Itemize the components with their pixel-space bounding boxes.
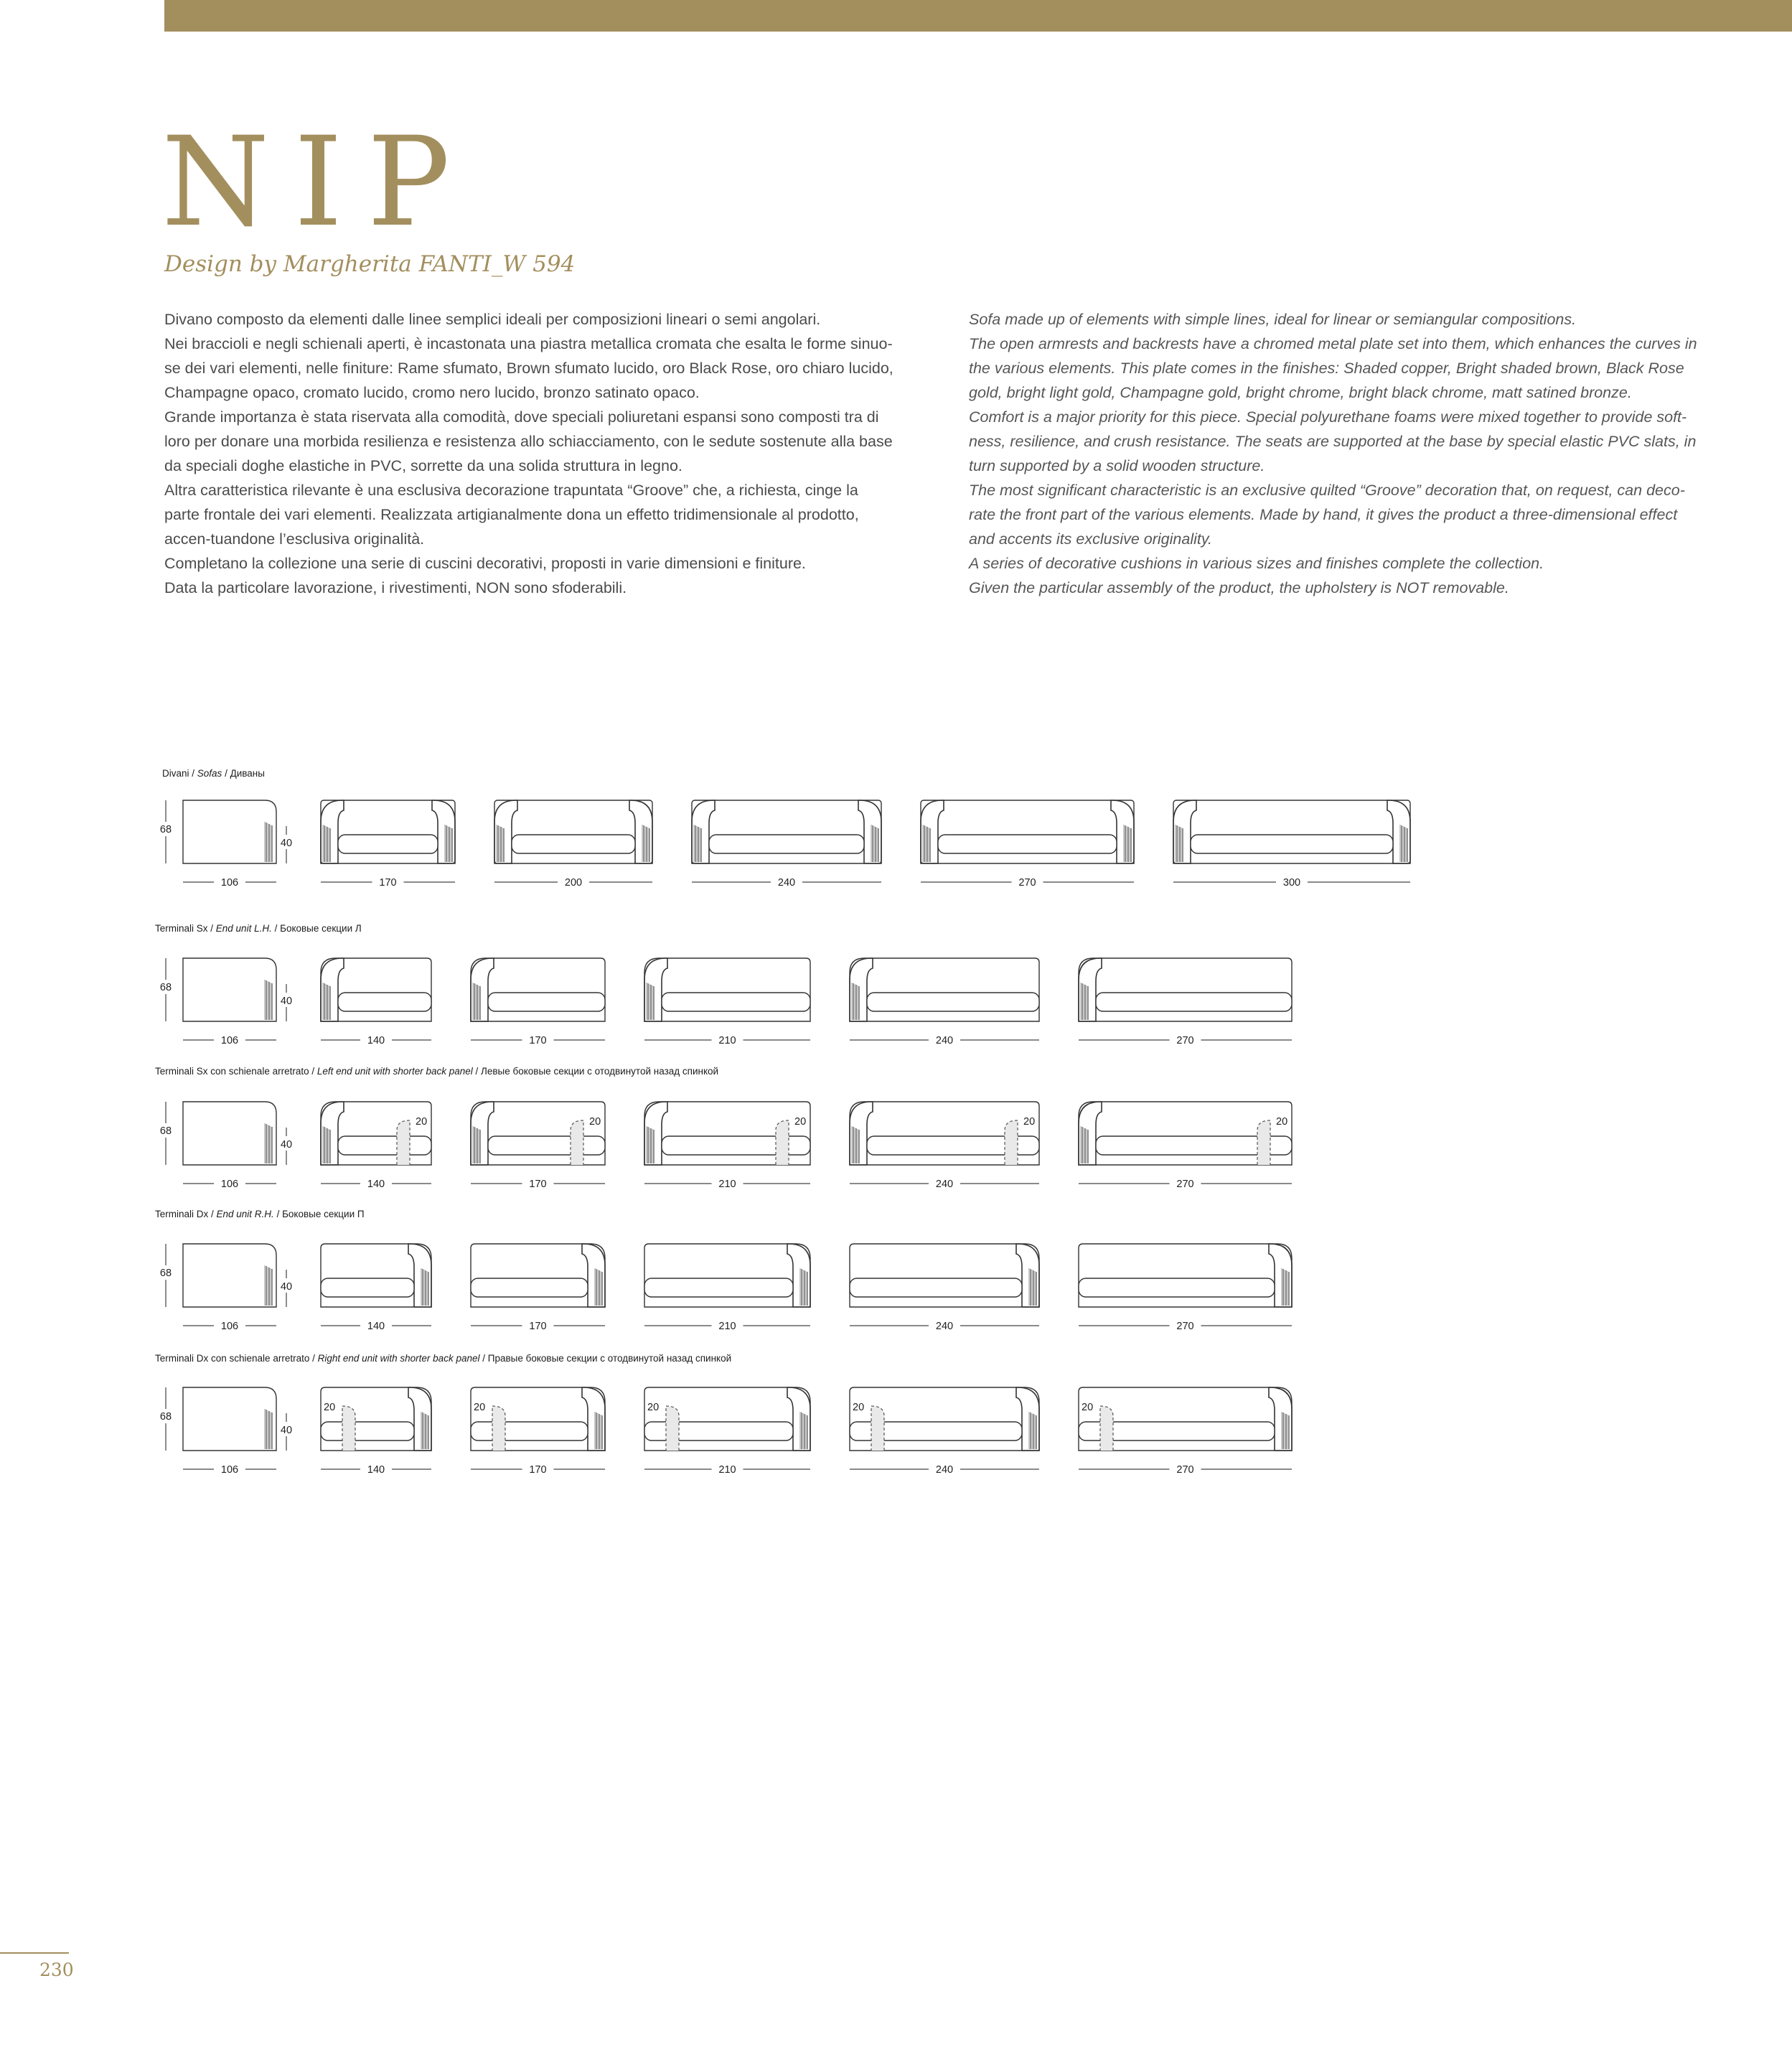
sofa-back xyxy=(692,800,881,863)
width-label: 270 xyxy=(1018,877,1036,889)
side-view xyxy=(157,1244,295,1333)
width-label: 170 xyxy=(529,1464,547,1476)
unit-outline xyxy=(321,958,431,1021)
width-label: 210 xyxy=(718,1464,736,1476)
seat-height-label: 40 xyxy=(280,1281,293,1293)
sofa-unit xyxy=(921,800,1134,889)
seat-cushion xyxy=(1191,835,1393,853)
seat-cushion xyxy=(1079,1278,1275,1297)
sofa-back xyxy=(1173,800,1410,863)
unit-outline xyxy=(321,1102,431,1165)
paragraph: Comfort is a major priority for this piece. Special polyurethane foams were mixed together to provide soft-ness, resilience, and crush resistance. The seats are supported at the base by special elastic PVC slats, in turn supported by a solid wooden structure. xyxy=(969,408,1697,474)
sofa-unit xyxy=(644,1244,810,1333)
sofa-unit xyxy=(494,800,652,889)
width-label: 210 xyxy=(718,1321,736,1332)
unit-outline xyxy=(1079,1244,1292,1307)
sofa-unit xyxy=(850,1102,1039,1191)
width-label: 240 xyxy=(935,1464,954,1476)
seat-cushion xyxy=(488,1136,605,1155)
width-label: 270 xyxy=(1176,1035,1194,1046)
width-label: 300 xyxy=(1282,877,1301,889)
sofa-unit xyxy=(1079,1102,1292,1191)
seat-height-label: 40 xyxy=(280,1139,293,1151)
sofa-unit xyxy=(692,800,881,889)
side-view xyxy=(157,1387,295,1476)
paragraph: Altra caratteristica rilevante è una esclusiva decorazione trapuntata “Groove” che, a richiesta, cinge la parte frontale dei vari elementi. Realizzata artigianalmente dona un effetto tridimensionale al prodotto, accen-tuandone l’esclusiva originalità. xyxy=(164,482,859,548)
paragraph: Grande importanza è stata riservata alla comodità, dove speciali poliuretani espansi sono composti tra di loro per donare una morbida resilienza e resistenza allo schiacciamento, con le sedute sostenute alla base da speciali doghe elastiche in PVC, sorrette da una solida struttura in legno. xyxy=(164,408,893,474)
setback-value: 20 xyxy=(794,1116,807,1128)
seat-cushion xyxy=(471,1422,588,1441)
page-number-rule xyxy=(0,1952,69,1954)
sofa-back xyxy=(321,800,455,863)
width-label: 140 xyxy=(367,1179,385,1190)
seat-cushion xyxy=(867,993,1039,1011)
seat-cushion xyxy=(321,1422,414,1441)
width-label: 140 xyxy=(367,1464,385,1476)
section-label-left-end-short: Terminali Sx con schienale arretrato / Left end unit with shorter back panel / Левые боковые секции с отодвинутой назад спинкой xyxy=(155,1066,719,1077)
unit-outline xyxy=(471,1244,605,1307)
paragraph: A series of decorative cushions in various sizes and finishes complete the collection. xyxy=(969,555,1544,572)
side-view xyxy=(157,958,295,1047)
setback-value: 20 xyxy=(647,1402,660,1413)
unit-outline xyxy=(321,1244,431,1307)
unit-outline xyxy=(1079,958,1292,1021)
width-label: 270 xyxy=(1176,1321,1194,1332)
depth-label: 106 xyxy=(220,877,239,889)
setback-marker xyxy=(571,1120,583,1165)
sofa-unit xyxy=(321,1102,431,1191)
sofa-unit xyxy=(321,958,431,1047)
height-label: 68 xyxy=(159,982,172,993)
width-label: 270 xyxy=(1176,1464,1194,1476)
seat-height-label: 40 xyxy=(280,996,293,1007)
designer-subtitle: Design by Margherita FANTI_W 594 xyxy=(164,251,576,277)
seat-cushion xyxy=(709,835,864,853)
sofa-unit xyxy=(644,1387,810,1476)
sofa-unit xyxy=(471,1387,605,1476)
section-label-sofas: Divani / Sofas / Диваны xyxy=(162,768,265,779)
setback-marker xyxy=(1100,1406,1113,1451)
sofa-unit xyxy=(321,1244,431,1333)
depth-label: 106 xyxy=(220,1179,239,1190)
unit-outline xyxy=(321,1387,431,1451)
seat-cushion xyxy=(338,835,438,853)
setback-marker xyxy=(342,1406,355,1451)
paragraph: Divano composto da elementi dalle linee semplici ideali per composizioni lineari o semi angolari. xyxy=(164,311,821,328)
unit-outline xyxy=(850,1244,1039,1307)
width-label: 240 xyxy=(935,1035,954,1046)
seat-cushion xyxy=(938,835,1117,853)
height-label: 68 xyxy=(159,824,172,835)
setback-marker xyxy=(492,1406,505,1451)
setback-value: 20 xyxy=(474,1402,486,1413)
sofa-back xyxy=(921,800,1134,863)
setback-marker xyxy=(666,1406,679,1451)
page-title: NIP xyxy=(161,110,475,254)
paragraph: Sofa made up of elements with simple lines, ideal for linear or semiangular compositions. xyxy=(969,311,1577,328)
side-outline xyxy=(183,958,276,1021)
width-label: 140 xyxy=(367,1035,385,1046)
width-label: 140 xyxy=(367,1321,385,1332)
sofa-unit xyxy=(644,958,810,1047)
setback-marker xyxy=(1257,1120,1270,1165)
setback-marker xyxy=(776,1120,789,1165)
seat-cushion xyxy=(471,1278,588,1297)
seat-cushion xyxy=(338,1136,431,1155)
width-label: 270 xyxy=(1176,1179,1194,1190)
height-label: 68 xyxy=(159,1125,172,1137)
paragraph: The open armrests and backrests have a chromed metal plate set into them, which enhances the curves in the various elements. This plate comes in the finishes: Shaded copper, Bright shaded brown, Black Rose gold, bright light gold, Champagne gold, bright chrome, bright black chrome, matt satined bronze. xyxy=(969,335,1697,401)
sofa-unit xyxy=(1173,800,1410,889)
setback-value: 20 xyxy=(416,1116,428,1128)
width-label: 170 xyxy=(529,1321,547,1332)
width-label: 210 xyxy=(718,1179,736,1190)
width-label: 170 xyxy=(379,877,397,889)
width-label: 240 xyxy=(935,1321,954,1332)
side-view xyxy=(157,1102,295,1191)
sofa-unit xyxy=(1079,958,1292,1047)
sofa-unit xyxy=(1079,1244,1292,1333)
sofa-unit xyxy=(471,958,605,1047)
setback-marker xyxy=(1005,1120,1018,1165)
page-number: 230 xyxy=(39,1959,74,1980)
paragraph: Completano la collezione una serie di cuscini decorativi, proposti in varie dimensioni e finiture. xyxy=(164,555,806,572)
side-outline xyxy=(183,1102,276,1165)
seat-cushion xyxy=(512,835,635,853)
depth-label: 106 xyxy=(220,1035,239,1046)
seat-height-label: 40 xyxy=(280,1425,293,1436)
seat-cushion xyxy=(338,993,431,1011)
depth-label: 106 xyxy=(220,1464,239,1476)
paragraph: Nei braccioli e negli schienali aperti, è incastonata una piastra metallica cromata che esalta le forme sinuo-se dei vari elementi, nelle finiture: Rame sfumato, Brown sfumato lucido, oro Black Rose, oro chiaro lucido, Champagne opaco, cromato lucido, cromo nero lucido, bronzo satinato opaco. xyxy=(164,335,893,401)
section-label-left-end: Terminali Sx / End unit L.H. / Боковые секции Л xyxy=(155,923,362,934)
setback-value: 20 xyxy=(1082,1402,1094,1413)
side-outline xyxy=(183,1244,276,1307)
seat-cushion xyxy=(850,1278,1022,1297)
unit-outline xyxy=(644,1244,810,1307)
width-label: 200 xyxy=(564,877,583,889)
seat-height-label: 40 xyxy=(280,838,293,849)
unit-outline xyxy=(471,958,605,1021)
sofa-unit xyxy=(850,958,1039,1047)
sofa-unit xyxy=(321,800,455,889)
sofa-unit xyxy=(1079,1387,1292,1476)
setback-value: 20 xyxy=(853,1402,865,1413)
sofa-unit xyxy=(850,1244,1039,1333)
side-outline xyxy=(183,1387,276,1451)
setback-value: 20 xyxy=(1023,1116,1036,1128)
width-label: 240 xyxy=(777,877,796,889)
side-view xyxy=(157,800,295,889)
paragraph: Given the particular assembly of the product, the upholstery is NOT removable. xyxy=(969,579,1509,596)
sofa-unit xyxy=(321,1387,431,1476)
seat-cushion xyxy=(488,993,605,1011)
paragraph: The most significant characteristic is an exclusive quilted “Groove” decoration that, on request, can deco-rate the front part of the various elements. Made by hand, it gives the product a three-dimensional effect and accents its exclusive originality. xyxy=(969,482,1685,548)
seat-cushion xyxy=(662,993,810,1011)
height-label: 68 xyxy=(159,1268,172,1279)
setback-value: 20 xyxy=(589,1116,601,1128)
sofa-back xyxy=(494,800,652,863)
unit-outline xyxy=(471,1102,605,1165)
depth-label: 106 xyxy=(220,1321,239,1332)
setback-value: 20 xyxy=(1276,1116,1288,1128)
sofa-unit xyxy=(471,1102,605,1191)
seat-cushion xyxy=(1096,993,1292,1011)
sofa-unit xyxy=(850,1387,1039,1476)
unit-outline xyxy=(850,958,1039,1021)
section-label-right-end: Terminali Dx / End unit R.H. / Боковые секции П xyxy=(155,1209,365,1219)
height-label: 68 xyxy=(159,1411,172,1423)
seat-cushion xyxy=(321,1278,414,1297)
side-outline xyxy=(183,800,276,863)
width-label: 170 xyxy=(529,1179,547,1190)
unit-outline xyxy=(644,958,810,1021)
sofa-unit xyxy=(471,1244,605,1333)
setback-value: 20 xyxy=(324,1402,336,1413)
seat-cushion xyxy=(644,1278,793,1297)
sofa-unit xyxy=(644,1102,810,1191)
width-label: 210 xyxy=(718,1035,736,1046)
paragraph: Data la particolare lavorazione, i rivestimenti, NON sono sfoderabili. xyxy=(164,579,627,596)
section-label-right-end-short: Terminali Dx con schienale arretrato / Right end unit with shorter back panel / Правые боковые секции с отодвинутой назад спинкой xyxy=(155,1353,732,1364)
width-label: 170 xyxy=(529,1035,547,1046)
setback-marker xyxy=(397,1120,410,1165)
unit-outline xyxy=(471,1387,605,1451)
setback-marker xyxy=(871,1406,884,1451)
width-label: 240 xyxy=(935,1179,954,1190)
